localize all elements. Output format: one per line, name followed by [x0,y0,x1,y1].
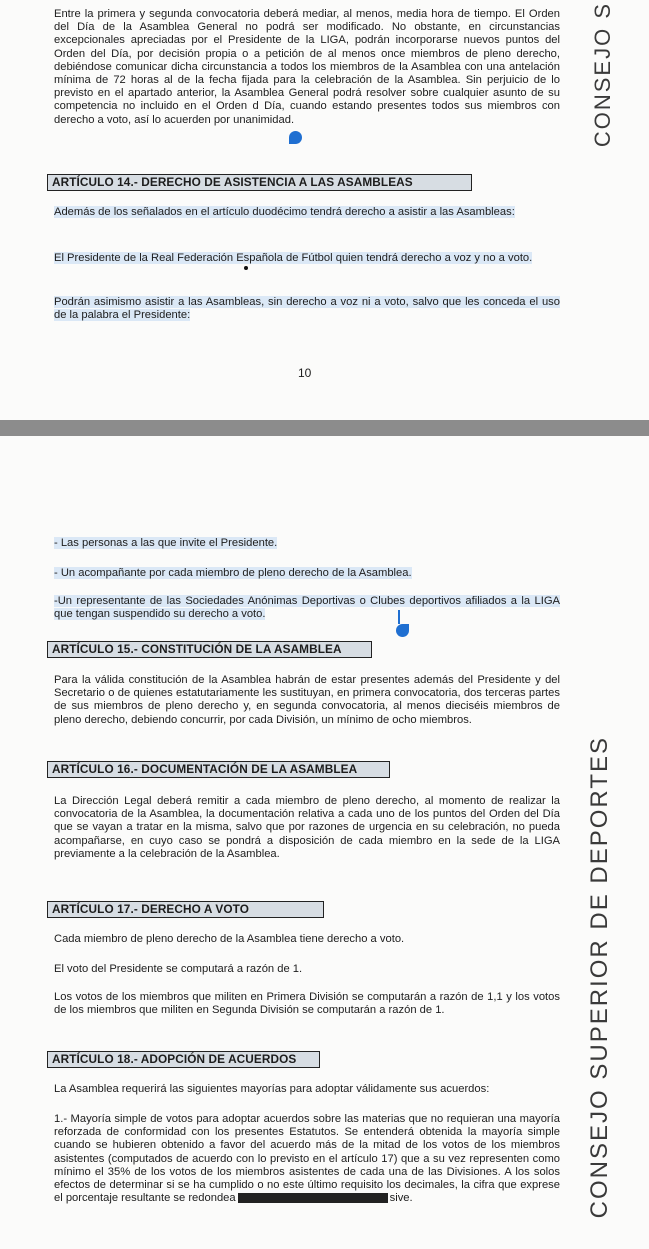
side-watermark-top: CONSEJO S [590,2,615,148]
bullet-dot [244,266,248,270]
list-item-representante: -Un representante de las Sociedades Anónimas Deportivas o Clubes deportivos afiliados a la LIGA que tengan suspendido su derecho a voto. [54,595,560,621]
article-17-paragraph-3: Los votos de los miembros que militen en Primera División se computarán a razón de 1,1 y los votos de los miembros que militen en Segunda División se computarán a razón de 1. [54,991,560,1017]
page-number: 10 [298,366,312,380]
article-14-paragraph-3: Podrán asimismo asistir a las Asambleas, sin derecho a voz ni a voto, salvo que les conceda el uso de la palabra el Presidente: [54,296,560,322]
article-18-paragraph-2: 1.- Mayoría simple de votos para adoptar acuerdos sobre las materias que no requieran una mayoría reforzada de conformidad con los presentes Estatutos. Se entenderá obtenida la mayoría simple cuando se hubieren obtenido a favor del acuerdo más de la mitad de los votos de los miembros asistentes (computados de acuerdo con lo previsto en el artículo 17) que a su vez representen como mínimo el 35% de los votos de los miembros asistentes de cada una de las Divisiones. A los solos efectos de determinar si se ha cumplido o no este último requisito los decimales, la cifra que exprese el porcentaje resultante se redondea sive. [54,1113,560,1205]
paragraph-convocatoria: Entre la primera y segunda convocatoria deberá mediar, al menos, media hora de tiempo. El Orden del Día de la Asamblea General no podrá ser modificado. No obstante, en circunstancias excepcionales apreciadas por el Presidente de la LIGA, podrán incorporarse nuevos puntos del Orden del Día, por decisión propia o a petición de al menos once miembros de pleno derecho, debiéndose comunicar dicha circunstancia a todos los miembros de la Asamblea con una antelación mínima de 72 horas al de la fecha fijada para la celebración de la Asamblea. Sin perjuicio de lo previsto en el apartado anterior, la Asamblea General podrá resolver sobre cualquier asunto de su competencia no incluido en el Orden d Día, cuando estando presentes todos sus miembros con derecho a voto, así lo acuerden por unanimidad. [54,8,560,126]
article-18-paragraph-1: La Asamblea requerirá las siguientes mayorías para adoptar válidamente sus acuerdos: [54,1083,490,1095]
document-page-1 [0,0,649,420]
selection-start-handle[interactable] [289,131,302,144]
article-17-paragraph-2: El voto del Presidente se computará a razón de 1. [54,963,303,975]
page-separator [0,420,649,436]
selection-end-caret [398,610,400,624]
selection-end-handle[interactable] [396,624,409,637]
article-14-heading: ARTÍCULO 14.- DERECHO DE ASISTENCIA A LAS ASAMBLEAS [47,174,472,191]
side-watermark-csd: CONSEJO SUPERIOR DE DEPORTES [586,736,613,1219]
article-17-heading: ARTÍCULO 17.- DERECHO A VOTO [47,901,324,918]
article-15-heading: ARTÍCULO 15.- CONSTITUCIÓN DE LA ASAMBLEA [47,641,372,658]
article-18-heading: ARTÍCULO 18.- ADOPCIÓN DE ACUERDOS [47,1051,320,1068]
article-16-heading: ARTÍCULO 16.- DOCUMENTACIÓN DE LA ASAMBLEA [47,761,390,778]
redaction-bar [238,1193,388,1203]
article-15-paragraph: Para la válida constitución de la Asamblea habrán de estar presentes además del Presidente y del Secretario o de quienes estatutariamente les sustituyan, en primera convocatoria, dos terceras partes de sus miembros de pleno derecho y, en segunda convocatoria, al menos dieciséis miembros de pleno derecho, debiendo concurrir, por cada División, un mínimo de ocho miembros. [54,674,560,726]
article-16-paragraph: La Dirección Legal deberá remitir a cada miembro de pleno derecho, al momento de realizar la convocatoria de la Asamblea, la documentación relativa a cada uno de los puntos del Orden del Día que se vayan a tratar en la misma, salvo que por razones de urgencia en su celebración, no pueda acompañarse, en cuyo caso se pondrá a disposición de cada miembro en la sede de la LIGA previamente a la celebración de la Asamblea. [54,795,560,860]
document-page-2 [0,436,649,1249]
article-17-paragraph-1: Cada miembro de pleno derecho de la Asamblea tiene derecho a voto. [54,933,405,945]
list-item-invitados: - Las personas a las que invite el Presidente. [54,537,278,549]
list-item-acompanante: - Un acompañante por cada miembro de pleno derecho de la Asamblea. [54,567,412,579]
article-14-paragraph-1: Además de los señalados en el artículo duodécimo tendrá derecho a asistir a las Asambleas: [54,206,515,218]
article-14-paragraph-2: El Presidente de la Real Federación Española de Fútbol quien tendrá derecho a voz y no a voto. [54,252,533,264]
